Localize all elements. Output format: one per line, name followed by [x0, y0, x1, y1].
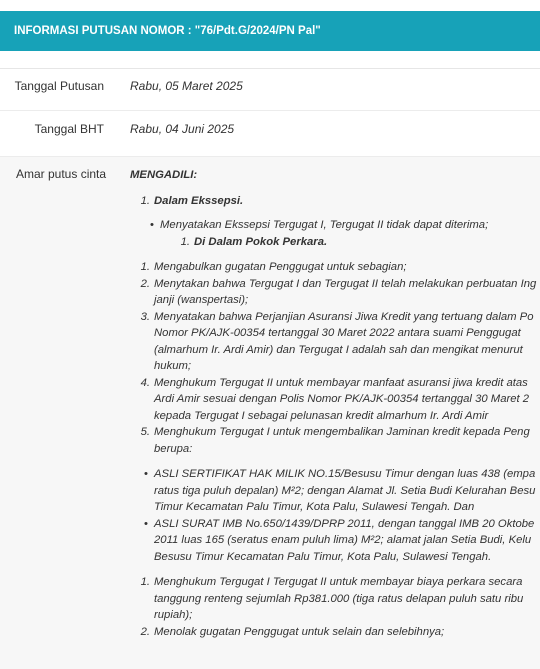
- row-amar-putusan: [0, 157, 540, 669]
- amar-content: MENGADILI: 1. Dalam Ekssepsi. • Menyatakan Ekssepsi Tergugat I, Tergugat II tidak dapat diterima; 1. Di Dalam Pokok Perkara. 1. Mengabulkan gugatan Penggugat untuk sebagian; 2. Menytakan bahwa Tergugat I dan Tergugat II telah melakukan perbuatan Ing janji (wanspertasi); 3. Menyatakan bahwa Perjanjian Asuransi Jiwa Kredit yang tertuang dalam Po Nomor PK/AJK-00354 tertanggal 30 Maret 2022 antara suami Penggugat (almarhum Ir. Ardi Amir) dan Tergugat I adalah sah dan mengikat menurut hukum; 4. Menghukum Tergugat II untuk membayar manfaat asuransi jiwa kredit atas Ardi Amir sesuai dengan Polis Nomor PK/AJK-00354 tertanggal 30 Maret 2 kepada Tergugat I sebagai pelunasan kredit almarhum Ir. Ardi Amir 5. Menghukum Tergugat I untuk mengembalikan Jaminan kredit kepada Peng berupa: • ASLI SERTIFIKAT HAK MILIK NO.15/Besusu Timur dengan luas 438 (empa ratus tiga puluh depalan) M²2; dengan Alamat Jl. Setia Budi Kelurahan Besu Timur Kecamatan Palu Timur, Kota Palu, Sulawesi Tengah. Dan • ASLI SURAT IMB No.650/1439/DPRP 2011, dengan tanggal IMB 20 Oktobe 2011 luas 165 (seratus enam puluh lima) M²2; alamat jalan Setia Budi, Kelu Besusu Timur Kecamatan Palu Timur, Kota Palu, Sulawesi Tengah. 1. Menghukum Tergugat I Tergugat II untuk membayar biaya perkara secara tanggung renteng sejumlah Rp381.000 (tiga ratus delapan puluh satu ribu rupiah); 2. Menolak gugatan Penggugat untuk selain dan selebihnya;: [130, 167, 540, 640]
- row-label: Amar putus cinta: [16, 167, 107, 181]
- list-item: 2. Menytakan bahwa Tergugat I dan Tergugat II telah melakukan perbuatan Ing: [140, 277, 537, 290]
- row-tanggal-putusan: [0, 69, 540, 111]
- list-item: 1. Mengabulkan gugatan Penggugat untuk sebagian;: [140, 261, 407, 273]
- decision-info-panel: [0, 68, 540, 669]
- list-item: 5. Menghukum Tergugat I untuk mengembalikan Jaminan kredit kepada Peng: [140, 426, 530, 438]
- row-label: Tanggal Putusan: [14, 79, 104, 93]
- eksepsi-item: • Menyatakan Ekssepsi Tergugat I, Tergugat II tidak dapat diterima;: [150, 219, 489, 231]
- pokok-heading: 1. Di Dalam Pokok Perkara.: [180, 235, 328, 248]
- row-tanggal-bht: [0, 111, 540, 157]
- list-item: 4. Menghukum Tergugat II untuk membayar manfaat asuransi jiwa kredit atas: [140, 376, 528, 389]
- list-item: 1. Menghukum Tergugat I Tergugat II untuk membayar biaya perkara secara: [140, 576, 523, 588]
- eksepsi-label: Dalam Ekssepsi.: [154, 194, 244, 207]
- row-label: Tanggal BHT: [34, 122, 104, 136]
- pokok-label: Di Dalam Pokok Perkara.: [194, 235, 328, 248]
- bullet-item: • ASLI SERTIFIKAT HAK MILIK NO.15/Besusu Timur dengan luas 438 (empa: [144, 468, 536, 480]
- row-value: Rabu, 04 Juni 2025: [130, 122, 235, 136]
- amar-heading: MENGADILI:: [130, 169, 198, 181]
- bullet-item: • ASLI SURAT IMB No.650/1439/DPRP 2011, dengan tanggal IMB 20 Oktobe: [144, 517, 535, 530]
- list-item: 3. Menyatakan bahwa Perjanjian Asuransi Jiwa Kredit yang tertuang dalam Po: [140, 310, 534, 323]
- page-title: INFORMASI PUTUSAN NOMOR : "76/Pdt.G/2024/PN Pal": [0, 11, 540, 51]
- row-value: Rabu, 05 Maret 2025: [130, 79, 243, 93]
- list-item: 2. Menolak gugatan Penggugat untuk selain dan selebihnya;: [140, 625, 445, 638]
- eksepsi-heading: 1. Dalam Ekssepsi.: [140, 194, 244, 207]
